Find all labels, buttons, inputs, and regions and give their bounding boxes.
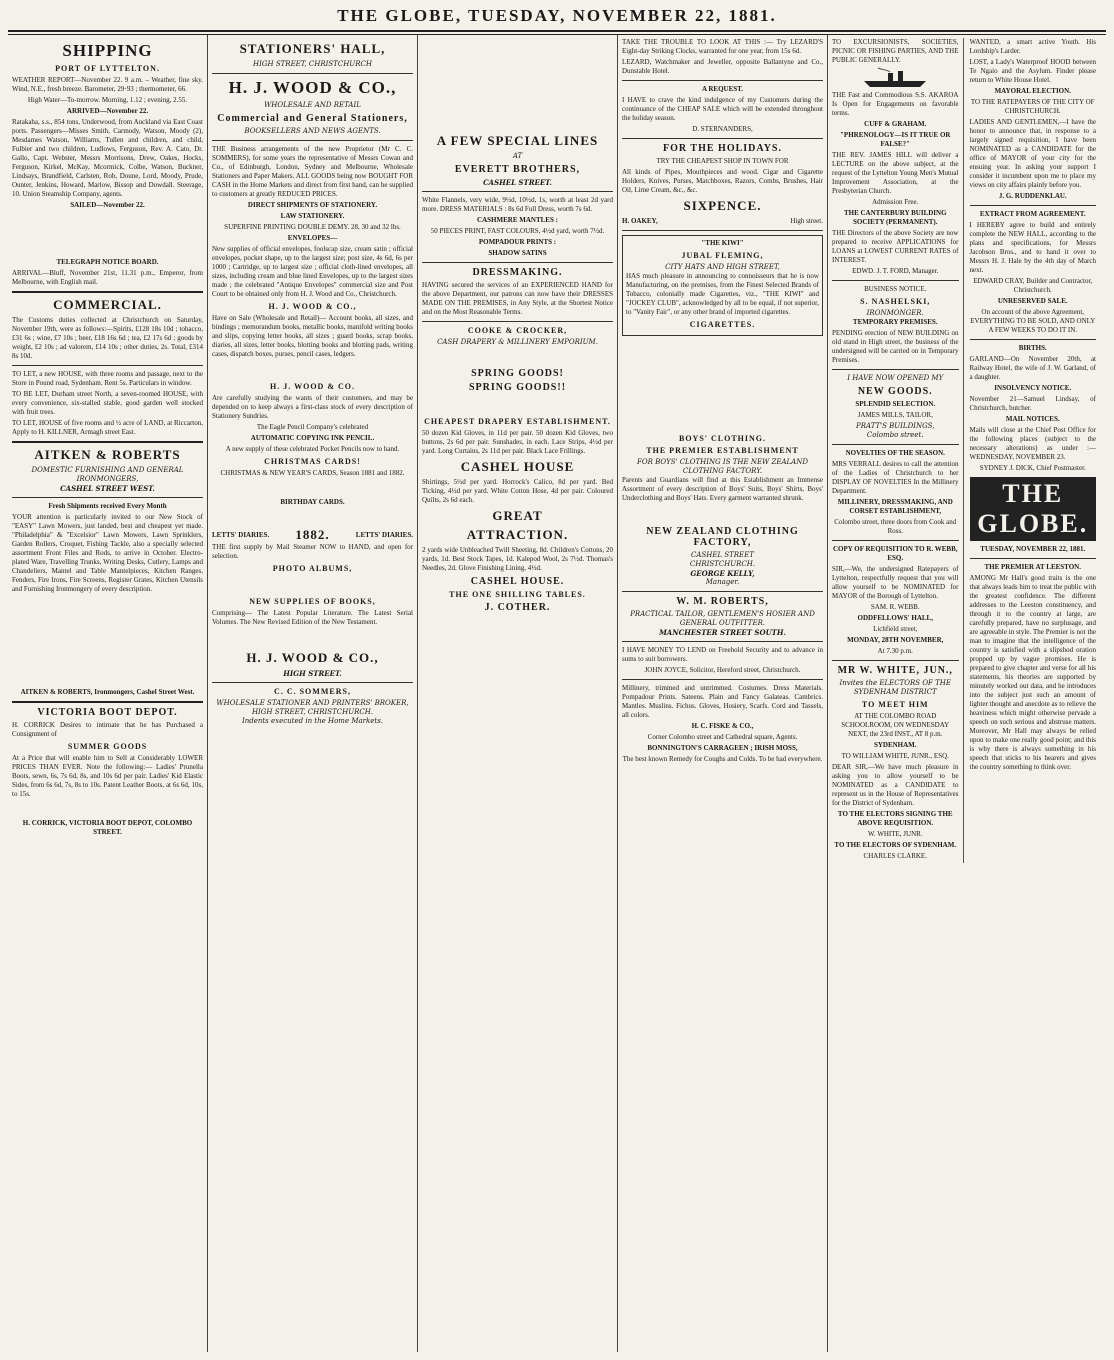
- premier-establishment: THE PREMIER ESTABLISHMENT: [646, 446, 799, 455]
- indents: Indents executed in the Home Markets.: [241, 717, 384, 725]
- fiske-text: Corner Colombo street and Cathedral square, Agents.: [647, 733, 798, 741]
- aitken-header: AITKEN & ROBERTS: [34, 447, 181, 462]
- fleming-sub: CITY HATS AND HIGH STREET,: [665, 263, 780, 271]
- oakey: H. OAKEY,: [622, 217, 658, 225]
- insolvency-title: INSOLVENCY NOTICE.: [994, 384, 1072, 392]
- building-text: THE Directors of the above Society are now prepared to receive APPLICATIONS for LOANS at LOWEST CURRENT RATES of INTEREST.: [832, 229, 959, 264]
- shipping-header: SHIPPING: [62, 41, 153, 60]
- sommers-sub: WHOLESALE STATIONER AND PRINTERS' BROKER,: [216, 699, 409, 707]
- books-header: NEW SUPPLIES OF BOOKS,: [249, 597, 376, 606]
- depot-sign: H. CORRICK, VICTORIA BOOT DEPOT, COLOMBO STREET.: [22, 819, 193, 836]
- editorial: AMONG Mr Hall's good traits is the one that always leads him to treat the public with the greatest confidence. The different addresses to the Leeston constituency, and through it to the country at large, are carefully prepared, have no surplusage, and are agreeable in style. The Premier is not the man to imagine that the intelligence of the country is satisfied with a slipshod oration propped up by vague promises. He is prepared to give chapter and verse for all his statements, his theories are supported by minutely worked out data, and he introduces into the subject just such an amount of lighter thought and anecdote as to relieve the heaviness which might otherwise pervade a speech on such serious and abstruse matters. Moreover, Mr Hall may always be relied upon to make one really good point; and this is why there is always something in his speech that sticks to his hearers and gives the country something to think over.: [969, 574, 1096, 771]
- column-1: [8, 35, 208, 1352]
- depot-intro: H. CORRICK Desires to intimate that he has Purchased a Consignment of: [12, 721, 203, 738]
- oakey-street: High street.: [790, 217, 823, 225]
- unreserved-text: On account of the above Agreement, EVERYTHING TO BE SOLD, AND ONLY A FEW WEEKS TO DO IT IN.: [970, 308, 1096, 334]
- insolvency-text: November 21—Samuel Lindsay, of Christchurch, butcher.: [969, 395, 1096, 412]
- novelties-text: MRS VERRALL desires to call the attention of the Ladies of Christchurch to her DISPLAY OF NOVELTIES In the Millinery Department.: [832, 460, 959, 495]
- wood-text: THE Business arrangements of the new Proprietor (Mr C. C. SOMMERS), for some years the representative of Messrs Cowan and Co., of Edinburgh, London, Sydney and Melbourne, Wholesale Stationers and Paper Makers. ALL GOODS being now BOUGHT FOR CASH in the Home Markets and direct from first hand, can be supplied to customers at greatly REDUCED PRICES.: [212, 145, 413, 198]
- boys-clothing: BOYS' CLOTHING.: [678, 434, 766, 443]
- aitken-fresh: Fresh Shipments received Every Month: [48, 502, 167, 510]
- webb: SAM. R. WEBB.: [870, 603, 920, 611]
- cheapest-text: 50 dozen Kid Gloves, in 11d per pair. 50 dozen Kid Gloves, two buttons, 2s 6d per pair. Sunshades, in each. Lace Strips, 4½d per yard. Long Curtains, 2s 11d per pair. Black Lace Frillings.: [422, 429, 613, 455]
- radcliffe-list: Millinery, trimmed and untrimmed. Costumes. Dress Materials. Pompadour Prints. Sateens. Plain and Fancy Galateas. Cambrics. Mantles. Muslins. Fichus. Gloves, Hosiery, Scarfs. Cord and Tassels, all colors.: [622, 684, 823, 719]
- nzcf-header: NEW ZEALAND CLOTHING FACTORY,: [646, 526, 799, 548]
- everett-street: CASHEL STREET.: [483, 178, 552, 187]
- unreserved: UNRESERVED SALE.: [997, 297, 1068, 305]
- white-header: MR W. WHITE, JUN.,: [837, 665, 953, 676]
- commercial-text: The Customs duties collected at Christchurch on Saturday, November 19th, were as follows:—Spirits, £128 18s 10d ; tobacco, £31 6s ; wine, £7 10s ; beer, £18 16s 6d ; tea, £2 17s 6d ; goods by weight, £2 10s ; ad valorem, £14 10s ; other duties, 2s. Total, £314 8s 10d.: [12, 316, 203, 360]
- depot-text: At a Price that will enable him to Sell at Considerably LOWER PRICES THAN EVER. Note the following:— Ladies' Prunella Boots, sewn, 6s, 7s 6d, 8s, and 10s 6d per pair. Ladies' Kid Elastic Sides, from 6s 6d, 7s, 8s to 10s. Patent Leather Boots, at 6s 6d, 10s, to 15s.: [12, 754, 203, 798]
- mayoral-text: LADIES AND GENTLEMEN,—I have the honor to announce that, in response to a largely signed requisition, I have been NOMINATED as a CANDIDATE for the office of MAYOR of your city for the ensuing year. In asking your support I consider it incumbent upon me to place my views on city affairs plainly before you.: [969, 118, 1096, 189]
- ruddenklau: J. G. RUDDENKLAU.: [998, 192, 1067, 200]
- wood-header: H. J. WOOD & CO.,: [228, 78, 397, 97]
- nashelski: S. NASHELSKI,: [860, 297, 931, 306]
- superfine: SUPERFINE PRINTING DOUBLE DEMY. 28, 30 and 32 lbs.: [224, 223, 401, 231]
- admission: Admission Free.: [872, 198, 919, 206]
- white-text: DEAR SIR,—We have much pleasure in asking you to allow yourself to be NOMINATED as a CANDIDATE to represent us in the House of Representatives for the District of Sydenham.: [832, 763, 959, 807]
- requisition: COPY OF REQUISITION TO R. WEBB, ESQ.: [832, 545, 958, 562]
- mail-text: Mails will close at the Chief Post Office for the following places (subject to the necessary alterations) as under :— WEDNESDAY, NOVEMBER 23.: [969, 426, 1096, 461]
- novelties: NOVELTIES OF THE SEASON.: [845, 449, 945, 457]
- excursion: TO EXCURSIONISTS, SOCIETIES, PICNIC OR FISHING PARTIES, AND THE PUBLIC GENERALLY.: [832, 38, 959, 64]
- to-white: TO WILLIAM WHITE, JUNR., ESQ.: [841, 752, 949, 760]
- one-shilling: THE ONE SHILLING TABLES.: [449, 590, 586, 599]
- column-4: [618, 35, 828, 1352]
- stationers-header: STATIONERS' HALL,: [239, 41, 386, 56]
- arrived-text: Ratakaha, s.s., 854 tons, Underwood, from Auckland via East Coast ports. Passengers—Misses Smith, Carmody, Watson, Moody (2), Mesdames Watson, Williams, Tullen and children, and child, Fulbier and two children, Ludlows, Ferguson, Rev. A. Cato, Dr. Gallo, Capt. Webster, Messrs Morrisons, Drew, Oakes, Hocks, Ferguson, Kirkel, McKay, Mcormick, Colbe, Watson, Buckner, Lindsays, Brandfield, Carlsten, Rob, Doune, Lord, Moody, Prude, Ounter, Jenkins, Howard, Marlow, Bissop and Dowdall. Steerage, 10. Union Steamship Company, agents.: [12, 118, 203, 198]
- temporary-text: PENDING erection of NEW BUILDING on old stand in High street, the business of the undersigned will be carried on in Temporary Premises.: [832, 329, 959, 364]
- monday: MONDAY, 28TH NOVEMBER,: [847, 636, 944, 644]
- wood-booksellers: BOOKSELLERS AND NEWS AGENTS.: [244, 127, 381, 135]
- attraction: ATTRACTION.: [466, 527, 569, 542]
- aitken-sign: AITKEN & ROBERTS, Ironmongers, Cashel Street West.: [20, 688, 195, 696]
- attraction-text: 2 yards wide Unbleached Twill Sheeting, 8d. Children's Cottons, 20 yards, 1d. Best Stock Tapes, 1d. Kalepod Wool, 2s 7½d. Thomas's Needles, 2d. Glove Finishing Lining, 4½d.: [422, 546, 613, 572]
- books-text: Comprising— The Latest Popular Literature. The Latest Serial Volumes. The New Revised Edition of the New Testament.: [212, 609, 413, 626]
- request-title: A REQUEST.: [701, 85, 744, 93]
- holidays-header: FOR THE HOLIDAYS.: [663, 143, 782, 154]
- dressmaking-header: DRESSMAKING.: [472, 267, 563, 278]
- roberts-sub: PRACTICAL TAILOR, GENTLEMEN'S HOSIER AND GENERAL OUTFITTER.: [630, 610, 815, 627]
- commercial-header: COMMERCIAL.: [53, 297, 162, 312]
- diaries-row: [212, 527, 413, 543]
- column-2: [208, 35, 418, 1352]
- special-lines-header: A FEW SPECIAL LINES: [436, 133, 599, 148]
- column-3: [418, 35, 618, 1352]
- cheapest-list: All kinds of Pipes, Mouthpieces and wood. Cigar and Cigarette Holders, Knives, Purses, Matchboxes, Razors, Combs, Brushes, Hair Oil, Lime Cream, &c., &c.: [622, 168, 823, 194]
- oddfellows: ODDFELLOWS' HALL,: [857, 614, 933, 622]
- diaries-text: THE first supply by Mail Steamer NOW to HAND, and open for selection.: [212, 543, 413, 560]
- colombo-2: Colombo street, three doors from Cook and Ross.: [834, 518, 957, 535]
- kiwi-title: "THE KIWI": [701, 239, 744, 247]
- time: At 7.30 p.m.: [877, 647, 913, 655]
- akaroa: THE Fast and Commodious S.S. AKAROA Is Open for Engagements on favorable terms.: [832, 91, 959, 117]
- cashel-text: Shirtings, 5½d per yard. Horrock's Calico, 8d per yard. Bed Ticking, 4½d per yard. White Cotton Hose, 4d per pair. Coloured Quilts, 2s 6d each.: [422, 478, 613, 504]
- electors: TO THE ELECTORS SIGNING THE ABOVE REQUISITION.: [837, 810, 953, 827]
- splendid: SPLENDID SELECTION.: [855, 400, 936, 408]
- xmas-header: CHRISTMAS CARDS!: [264, 457, 361, 466]
- dick: SYDNEY J. DICK, Chief Postmaster.: [979, 464, 1086, 472]
- mills: JAMES MILLS, TAILOR,: [857, 411, 933, 419]
- white-meet: TO MEET HIM: [861, 700, 929, 709]
- aitken-text: YOUR attention is particularly invited to our New Stock of "EASY" Lawn Mowers, just landed, best and cheapest yet made. "Philadelphia" & "Excelsior" Lawn Mowers, Lawn Sprinklers, Garden Rollers, Croquet, Fishing Tackle, also a specially selected assortment Front Files and Rods, to arrive in October. Electro-plated Ware, Travelling Trunks, Writing Desks, Cutlery, Lamps and Chandeliers, Mantel and Table Mantelpieces, Kitchen Ranges, Fenders, Fire Irons, Fire Screens, Register Grates, Kitchen Utensils and Furnishing Ironmongery of every description.: [12, 513, 203, 593]
- birthday-cards: BIRTHDAY CARDS.: [280, 498, 345, 506]
- births-text: GARLAND—On November 20th, at Railway Hotel, the wife of J. W. Garland, of a daughter.: [969, 355, 1096, 381]
- pratt: PRATT'S BUILDINGS,: [856, 422, 935, 430]
- telegraph-title: TELEGRAPH NOTICE BOARD.: [56, 258, 159, 266]
- envelopes-title: ENVELOPES—: [287, 234, 338, 242]
- nzcf-manager: Manager.: [705, 578, 740, 586]
- to-let-3: TO LET, HOUSE of five rooms and ½ acre of LAND, at Riccarton, Apply to H. KILLNER, Armagh street East.: [12, 419, 203, 436]
- depot-summer: SUMMER GOODS: [67, 742, 148, 751]
- to-let-2: TO BE LET, Durham street North, a seven-roomed HOUSE, with every convenience, six-stalled stable, good garden well stocked with fruit trees.: [12, 390, 203, 416]
- wood4-street: HIGH STREET.: [283, 669, 342, 678]
- to-burgesses: TO THE RATEPAYERS OF THE CITY OF CHRISTCHURCH.: [970, 98, 1095, 115]
- dressmaking-text: HAVING secured the services of an EXPERIENCED HAND for the above Department, our patrons can now have their DRESSES MADE ON THE PREMISES, in Any Style, at the Shortest Notice and on the Most Reasonable Terms.: [422, 281, 613, 316]
- xmas-sub: CHRISTMAS & NEW YEAR'S CARDS, Season 1881 and 1882.: [220, 469, 405, 477]
- lezard: LEZARD, Watchmaker and Jeweller, opposite Ballantyne and Co., Dunstable Hotel.: [622, 58, 823, 75]
- clarke: CHARLES CLARKE.: [863, 852, 927, 860]
- column-5: [828, 35, 1100, 1352]
- sixpence: SIXPENCE.: [683, 198, 762, 213]
- joyce: JOHN JOYCE, Solicitor, Hereford street, Christchurch.: [644, 666, 801, 674]
- wood3-header: H. J. WOOD & CO.: [270, 382, 355, 391]
- cheapest-shop: TRY THE CHEAPEST SHOP IN TOWN FOR: [656, 157, 789, 165]
- wood-commercial: Commercial and General Stationers,: [217, 113, 408, 124]
- eagle-header: AUTOMATIC COPYING INK PENCIL.: [250, 434, 375, 442]
- cother: J. COTHER.: [484, 602, 551, 613]
- diaries-left: LETTS' DIARIES.: [212, 530, 270, 539]
- white-sign: W. WHITE, JUNR.: [867, 830, 923, 838]
- building-society: THE CANTERBURY BUILDING SOCIETY (PERMANENT).: [843, 209, 947, 226]
- fleming-text: HAS much pleasure in announcing to connoisseurs that he is now Manufacturing, on the premises, from the Finest Selected Brands of Tobacco, colonially made Cigarettes, viz., "THE KIWI" and "JOCKEY CLUB", acknowledged by all to be equal, if not superior, to "Vanity Fair", or any other brand of imported cigarettes.: [626, 272, 819, 316]
- steamship-icon: [860, 67, 930, 89]
- nzcf-street: CASHEL STREET: [691, 551, 754, 559]
- nzcf-kelly: GEORGE KELLY,: [690, 569, 755, 578]
- fleming-header: JUBAL FLEMING,: [681, 251, 764, 260]
- kiwi-ad: [622, 235, 823, 336]
- agreement-title: EXTRACT FROM AGREEMENT.: [979, 210, 1086, 218]
- premier-text: Parents and Guardians will find at this Establishment an Immense Assortment of every description of Boys' Suits, Boys' Shirts, Boys' Underclothing and Boys' Hats. Every garment warranted shrunk.: [622, 476, 823, 502]
- diaries-year: 1882.: [295, 527, 330, 542]
- new-goods-intro: I HAVE NOW OPENED MY: [847, 374, 944, 382]
- port-title: PORT OF LYTTELTON.: [55, 64, 160, 73]
- roberts-header: W. M. ROBERTS,: [676, 596, 769, 607]
- requisition-text: SIR,—We, the undersigned Ratepayers of Lyttelton, respectfully request that you will allow yourself to be NOMINATED for MAYOR of the Borough of Lyttelton.: [832, 565, 959, 600]
- clocks-ad: TAKE THE TROUBLE TO LOOK AT THIS :— Try LEZARD'S Eight-day Striking Clocks, warranted for one year, from 15s 6d.: [622, 38, 823, 55]
- prints-pieces: 50 PIECES PRINT, FAST COLOURS, 4½d yard, worth 7½d.: [430, 227, 605, 235]
- mayoral-title: MAYORAL ELECTION.: [994, 87, 1071, 95]
- agreement-text: I HEREBY agree to build and entirely complete the NEW HALL, according to the plans and specifications, for Messrs Jacobson Bros., and to hand it over to Messrs H. J. Hale by the 4th day of March next.: [969, 221, 1096, 274]
- cashel-house: CASHEL HOUSE: [460, 459, 575, 474]
- everett-text: White Flannels, very wide, 9½d, 10½d, 1s, worth at least 2d yard more. DRESS MATERIALS : 8s 6d Full Dress, worth 7s 6d.: [422, 196, 613, 213]
- temporary: TEMPORARY PREMISES.: [852, 318, 938, 326]
- fiske: H. C. FISKE & CO.,: [691, 722, 754, 730]
- oakey-row: [622, 217, 823, 226]
- aitken-street: CASHEL STREET WEST.: [60, 484, 155, 493]
- phrenology-text: THE REV. JAMES HILL will deliver a LECTURE on the above subject, at the request of the Lyttelton Young Men's Mutual Improvement Association, at the Presbyterian Church.: [832, 151, 959, 195]
- business-notice: BUSINESS NOTICE.: [864, 285, 927, 293]
- arrived-title: ARRIVED—November 22.: [66, 107, 149, 115]
- mail-title: MAIL NOTICES.: [1005, 415, 1060, 423]
- cuff: CUFF & GRAHAM.: [864, 120, 927, 128]
- millinery: MILLINERY, DRESSMAKING, AND CORSET ESTABLISHMENT,: [837, 498, 953, 515]
- wood4-header: H. J. WOOD & CO.,: [246, 650, 379, 665]
- cooke-sub: CASH DRAPERY & MILLINERY EMPORIUM.: [437, 338, 598, 346]
- direct-shipments: DIRECT SHIPMENTS OF STATIONERY.: [247, 201, 378, 209]
- bonnington: BONNINGTON'S CARRAGEEN ; IRISH MOSS,: [647, 744, 798, 752]
- wood2-header: H. J. WOOD & CO.,: [268, 302, 357, 311]
- sternanders: D. STERNANDERS,: [692, 125, 753, 133]
- sydenham-electors: TO THE ELECTORS OF SYDENHAM.: [834, 841, 957, 849]
- spring-goods-1: SPRING GOODS!: [471, 368, 564, 379]
- premier-title: THE PREMIER AT LEESTON.: [984, 563, 1081, 571]
- births-title: BIRTHS.: [1018, 344, 1047, 352]
- sailed-title: SAILED—November 22.: [70, 201, 145, 209]
- stationers-street: HIGH STREET, CHRISTCHURCH: [253, 60, 372, 68]
- tides: High Water—To-morrow. Morning, 1.12 ; evening, 2.55.: [27, 96, 188, 104]
- wood3-text: Are carefully studying the wants of their customers, and may be depended on to keep always a first-class stock of every description of Stationery Sundries.: [212, 394, 413, 420]
- globe-date: TUESDAY, NOVEMBER 22, 1881.: [980, 545, 1086, 553]
- lost-hood: LOST, a Lady's Waterproof HOOD between Te Ngaio and the Asylum. Finder please return to White House Hotel.: [969, 58, 1096, 84]
- masthead-title: THE GLOBE, TUESDAY, NOVEMBER 22, 1881.: [337, 6, 777, 25]
- telegraph-text: ARRIVAL—Bluff, November 21st, 11.31 p.m., Emperor, from Melbourne, with English mail.: [12, 269, 203, 286]
- photo-header: PHOTO ALBUMS,: [272, 564, 353, 573]
- cooke-header: COOKE & CROCKER,: [467, 326, 568, 335]
- law-stationery: LAW STATIONERY.: [280, 212, 345, 220]
- sommers-street: HIGH STREET, CHRISTCHURCH.: [251, 708, 374, 716]
- pompadour: POMPADOUR PRINTS :: [478, 238, 557, 246]
- colombo: Colombo street.: [866, 431, 924, 439]
- cashel-house-2: CASHEL HOUSE.: [470, 576, 565, 587]
- ford: EDWD. J. T. FORD, Manager.: [852, 267, 939, 275]
- cheapest-drapery: CHEAPEST DRAPERY ESTABLISHMENT.: [424, 417, 611, 426]
- col5-left: [832, 38, 964, 863]
- columns: [8, 34, 1106, 1352]
- aitken-sub: DOMESTIC FURNISHING AND GENERAL IRONMONGERS,: [31, 466, 184, 483]
- depot-header: VICTORIA BOOT DEPOT.: [37, 707, 178, 718]
- roberts-street: MANCHESTER STREET SOUTH.: [659, 628, 786, 637]
- money-ad: I HAVE MONEY TO LEND on Freehold Security and to advance in sums to suit borrowers.: [622, 646, 823, 663]
- phrenology: "PHRENOLOGY—IS IT TRUE OR FALSE?": [840, 131, 951, 148]
- shadow-satins: SHADOW SATINS: [488, 249, 547, 257]
- lichfield: Lichfield street,: [873, 625, 918, 633]
- special-at: AT: [512, 152, 523, 160]
- premier-sub: FOR BOYS' CLOTHING IS THE NEW ZEALAND CLOTHING FACTORY.: [637, 458, 808, 475]
- eagle-text: A new supply of these celebrated Pocket Pencils now to hand.: [225, 445, 400, 453]
- nzcf-city: CHRISTCHURCH.: [689, 560, 756, 568]
- white-invites: Invites the ELECTORS OF THE SYDENHAM DISTRICT: [839, 679, 952, 696]
- masthead: [8, 6, 1106, 32]
- ironmonger: IRONMONGER.: [866, 309, 924, 317]
- cashmere-title: CASHMERE MANTLES :: [477, 216, 558, 224]
- wood-wholesale: WHOLESALE AND RETAIL: [264, 101, 361, 109]
- cigarettes: CIGARETTES.: [689, 320, 756, 329]
- col5-split: [832, 38, 1096, 863]
- eagle-title: The Eagle Pencil Company's celebrated: [256, 423, 369, 431]
- white-school: AT THE COLOMBO ROAD SCHOOLROOM, ON WEDNESDAY NEXT, the 23rd INST., AT 8 p.m.: [841, 712, 950, 738]
- everett-header: EVERETT BROTHERS,: [454, 164, 581, 175]
- wood2-text: Have on Sale (Wholesale and Retail)— Account books, all sizes, and bindings ; memorandum books, metallic books, manifold writing books and slips, copying letter books, all sizes ; guard books, scrap books, diaries, all sizes, letter books, blotting books and blotting pads, writing cases, dispatch boxes, purses, pencil cases, ledgers.: [212, 314, 413, 358]
- wanted-youth: WANTED, a smart active Youth. His Lordship's Larder.: [969, 38, 1096, 55]
- weather-report: WEATHER REPORT—November 22. 9 a.m. – Weather, fine sky. Wind, N.E., fresh breeze. Barometer, 29·93 ; thermometer, 66.: [12, 76, 203, 93]
- col5-right: [968, 38, 1097, 863]
- spring-goods-2: SPRING GOODS!!: [468, 382, 567, 393]
- diaries-right: LETTS' DIARIES.: [355, 530, 413, 539]
- cray: EDWARD CRAY, Builder and Contractor, Christchurch.: [973, 277, 1093, 294]
- great: GREAT: [492, 508, 543, 523]
- sydenham: SYDENHAM.: [873, 741, 917, 749]
- new-goods: NEW GOODS.: [857, 386, 933, 397]
- to-let-1: TO LET, a new HOUSE, with three rooms and passage, next to the Store in Pound road, Sydenham. Rent 5s. Particulars in window.: [12, 370, 203, 387]
- bonnington-text: The best known Remedy for Coughs and Colds. To be had everywhere.: [622, 755, 823, 763]
- sommers-header: C. C. SOMMERS,: [274, 687, 351, 696]
- envelopes-text: New supplies of official envelopes, foolscap size, cream satin ; official envelopes, pocket shape, up to the largest size; post size, 4s 6d, 6s per 1000 ; Cartridge, up to largest size ; official cloth-lined envelopes, all sizes, including cream and blue lined Envelopes, up to the largest sizes made ; the celebrated "Antique Envelopes" commercial size and Post Court to be obtained only from H. J. Wood and Co., Christchurch.: [212, 245, 413, 298]
- globe-title: THE GLOBE.: [970, 477, 1097, 541]
- request-text: I HAVE to crave the kind indulgence of my Customers during the continuance of the CHEAP SALE which will be extended throughout the holiday season.: [622, 96, 823, 122]
